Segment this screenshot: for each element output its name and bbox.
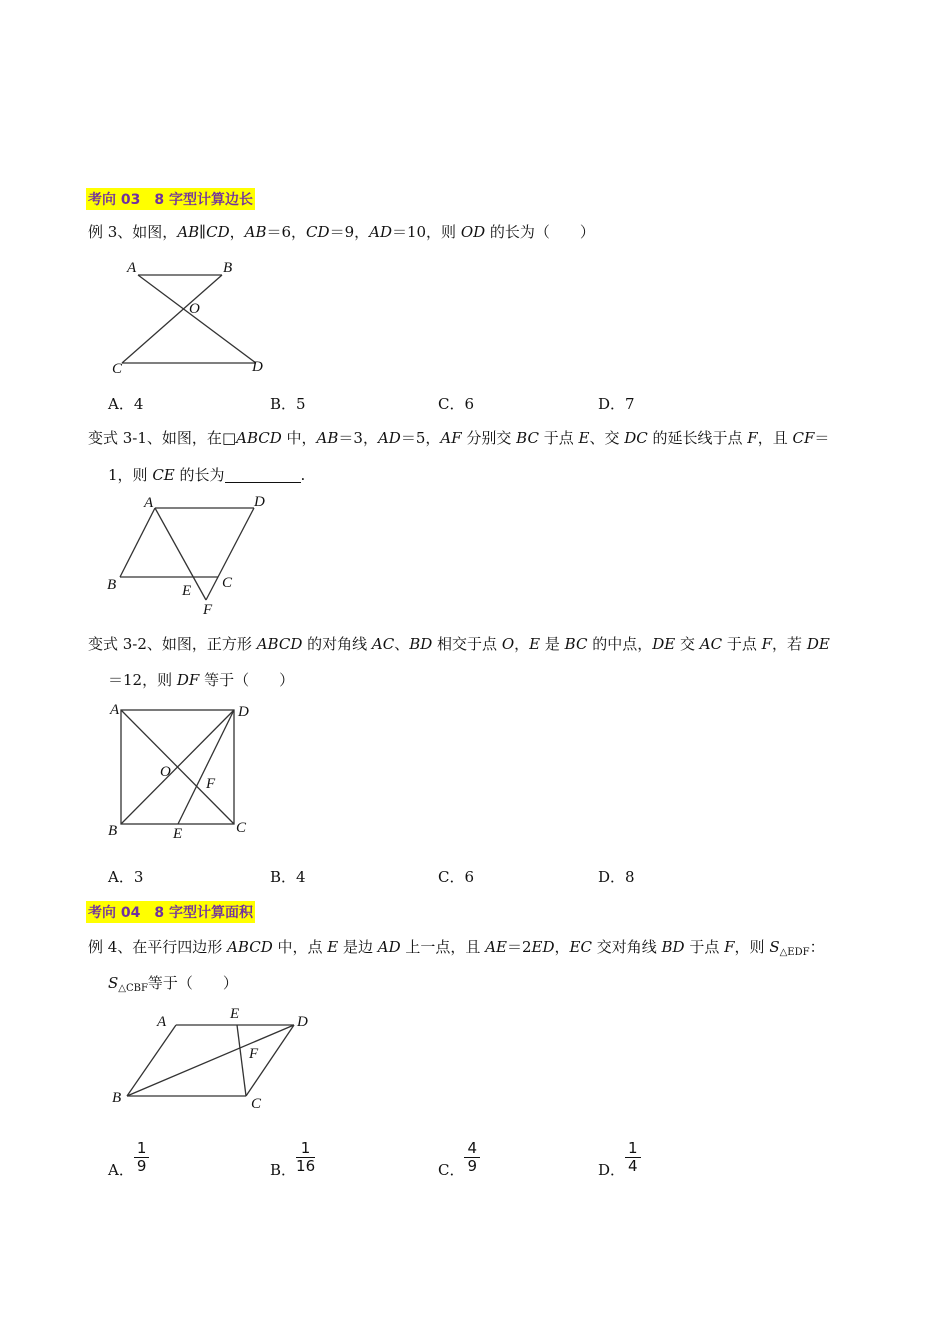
label-e: E (230, 1006, 240, 1022)
label-c: C (112, 361, 123, 377)
var32-option-b: B．4 (270, 868, 306, 886)
label-c: C (222, 575, 233, 591)
label-f: F (249, 1046, 259, 1062)
var32-option-c: C．6 (438, 868, 475, 886)
segment-ec (237, 1025, 246, 1096)
label-d: D (238, 704, 249, 720)
ex3-option-c: C．6 (438, 395, 475, 413)
label-d: D (254, 494, 265, 510)
variation-3-2-question-line2: ＝12，则 DF 等于（ ） (108, 671, 295, 689)
label-d: D (252, 359, 263, 375)
label-d: D (297, 1014, 308, 1030)
label-o: O (160, 764, 171, 780)
variation-3-1-question-line1: 变式 3-1、如图，在□ABCD 中，AB＝3，AD＝5，AF 分别交 BC 于点 E、交 DC 的延长线于点 F，且 CF＝ (88, 429, 830, 447)
label-e: E (182, 583, 192, 599)
variation-3-2-question-line1: 变式 3-2、如图，正方形 ABCD 的对角线 AC、BD 相交于点 O，E 是 BC 的中点，DE 交 AC 于点 F，若 DE (88, 635, 830, 653)
ex4-option-c: C． $\frac{4}{9}$ (438, 1140, 480, 1180)
ex4-option-a: A． $\frac{1}{9}$ (108, 1140, 149, 1180)
label-b: B (112, 1090, 122, 1106)
ex4-option-d: D． $\frac{1}{4}$ (598, 1140, 641, 1180)
label-a: A (127, 260, 137, 276)
label-c: C (251, 1096, 262, 1112)
section-heading-03: 考向 03 8 字型计算边长 (86, 188, 255, 210)
section-heading-04: 考向 04 8 字型计算面积 (86, 901, 255, 923)
label-b: B (223, 260, 233, 276)
ex3-option-a: A．4 (108, 395, 144, 413)
label-a: A (157, 1014, 167, 1030)
ex3-option-d: D．7 (598, 395, 635, 413)
variation-3-1-question-line2: 1，则 CE 的长为 . (108, 466, 306, 484)
example-4-question-line2: $S_{\triangle CBF}$等于（ ） (108, 974, 238, 994)
example-4-question-line1: 例 4、在平行四边形 ABCD 中，点 E 是边 AD 上一点，且 AE＝2ED，EC 交对角线 BD 于点 F，则 $S_{\triangle EDF}$： (88, 938, 825, 958)
ex4-option-b: B． $\frac{1}{16}$ (270, 1139, 316, 1179)
label-b: B (108, 823, 118, 839)
label-b: B (107, 577, 117, 593)
var32-option-d: D．8 (598, 868, 635, 886)
label-f: F (206, 776, 216, 792)
label-a: A (110, 702, 120, 718)
label-f: F (203, 602, 213, 618)
label-c: C (236, 820, 247, 836)
label-e: E (173, 826, 183, 842)
label-o: O (189, 301, 200, 317)
example-3-question: 例 3、如图，AB∥CD，AB＝6，CD＝9，AD＝10，则 OD 的长为（ ） (88, 223, 595, 241)
ex3-option-b: B．5 (270, 395, 306, 413)
label-a: A (144, 495, 154, 511)
var32-option-a: A．3 (108, 868, 144, 886)
